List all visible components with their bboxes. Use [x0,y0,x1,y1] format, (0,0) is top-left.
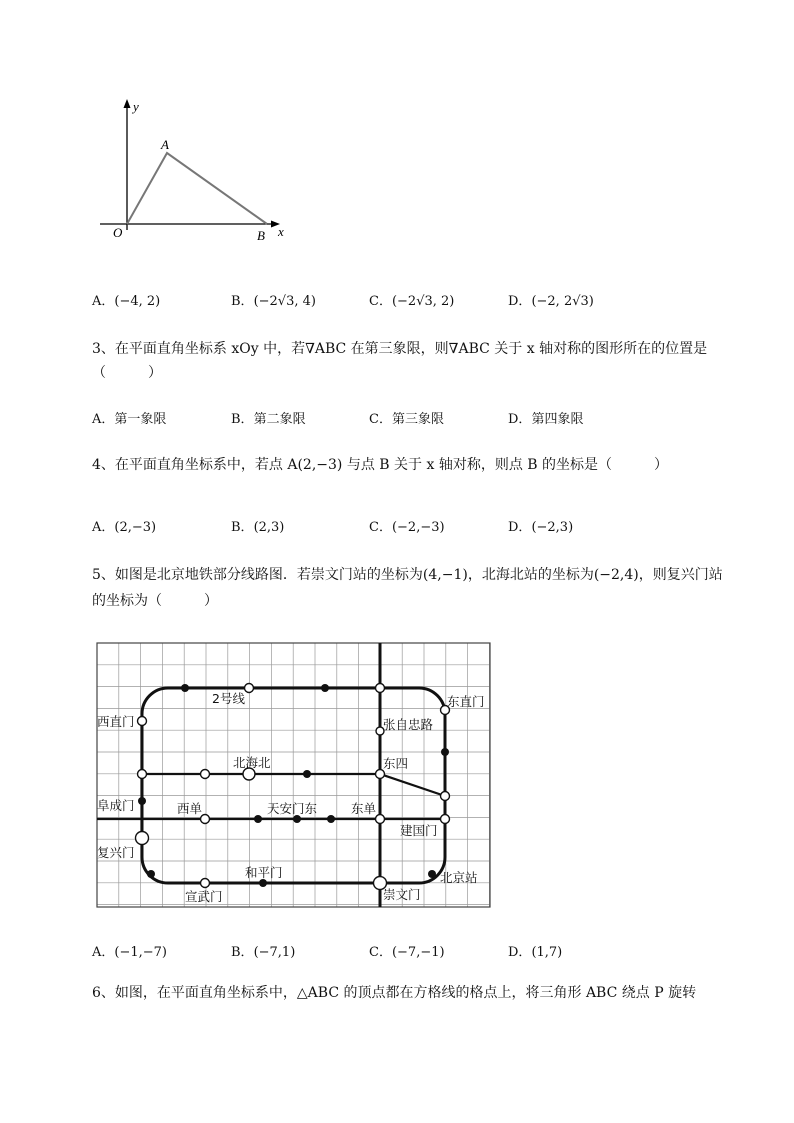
point-a-label: A [161,137,169,152]
option-letter: B． [231,412,254,427]
option-text: 第二象限 [253,412,306,427]
q4-option-c [369,516,445,535]
y-axis-arrow [124,99,131,108]
subway-map [95,641,493,911]
option-text: (2,3) [253,520,285,535]
point-b-label: B [257,228,265,243]
option-text: 第四象限 [531,412,584,427]
station-line1-a [254,815,262,823]
option-text: (−2√3, 2) [391,294,455,309]
q3-stem-blank: （ ） [92,365,162,381]
option-letter: C． [369,412,392,427]
station-xizhimen [138,717,147,726]
station-xuanwumen [201,879,210,888]
q5-option-b [231,941,295,960]
station-dongdan [376,815,385,824]
option-text: (−4, 2) [114,294,161,309]
triangle-oab [127,153,267,224]
station-jianguomen [441,815,450,824]
option-letter: B． [231,945,254,960]
station-top-mid [245,684,254,693]
line-6-east [380,774,445,796]
station-bottom-left [147,870,155,878]
option-letter: C． [369,945,392,960]
q5-stem: 5、如图是北京地铁部分线路图．若崇文门站的坐标为(4,−1)，北海北站的坐标为(−2,4)，则复兴门站 [92,567,723,583]
station-line6-b [201,770,210,779]
q3-option-a [92,408,166,427]
option-letter: D． [508,294,532,309]
q5-option-d [508,941,562,960]
label-fuxingmen: 复兴门 [97,845,135,860]
option-text: (−2,−3) [391,520,445,535]
origin-label: O [113,225,123,240]
q4-stem: 4、在平面直角坐标系中，若点 A(2,−3) 与点 B 关于 x 轴对称，则点 B 的坐标是（ ） [92,457,669,473]
x-axis-label: x [278,224,284,239]
station-east-dot [441,748,449,756]
option-letter: B． [231,520,254,535]
q4-option-a [92,516,156,535]
label-fuchengmen: 阜成门 [97,798,135,813]
label-zhangzizhonglu: 张自忠路 [383,717,434,732]
station-beijingzhan [428,870,436,878]
option-letter: D． [508,412,532,427]
q5-stem-cont: 的坐标为（ ） [92,593,218,609]
q3-option-c [369,408,444,427]
option-text: 第三象限 [391,412,444,427]
label-line2: 2号线 [212,691,245,706]
label-beihaibei: 北海北 [233,755,271,770]
label-hepingmen: 和平门 [245,865,283,880]
station-wangfujing [327,815,335,823]
option-letter: A． [92,412,115,427]
q3-stem: 3、在平面直角坐标系 xOy 中，若∇ABC 在第三象限，则∇ABC 关于 x 轴对称的图形所在的位置是 [92,341,708,357]
station-hepingmen [259,879,267,887]
label-tiananmendong: 天安门东 [267,801,318,816]
label-chongwenmen: 崇文门 [383,887,421,902]
label-xizhimen: 西直门 [97,714,135,729]
option-text: (−7,−1) [391,945,445,960]
q6-stem: 6、如图，在平面直角坐标系中，△ABC 的顶点都在方格线的格点上，将三角形 ABC 绕点 P 旋转 [92,985,697,1001]
option-letter: D． [508,945,532,960]
q4-option-b [231,516,284,535]
option-text: 第一象限 [114,412,167,427]
option-letter: A． [92,520,115,535]
q3-option-b [231,408,306,427]
option-text: (−7,1) [253,945,296,960]
q2-option-d [508,290,594,309]
option-text: (−1,−7) [114,945,167,960]
label-xidan: 西单 [177,801,203,816]
q5-option-a [92,941,167,960]
option-letter: D． [508,520,532,535]
station-top-right [321,684,329,692]
label-dongdan: 东单 [351,801,377,816]
y-axis-label: y [133,99,139,114]
option-text: (1,7) [531,945,563,960]
option-letter: B． [231,294,254,309]
station-line6-c [303,770,311,778]
option-letter: A． [92,945,115,960]
label-jianguomen: 建国门 [400,823,438,838]
station-fuxingmen [136,832,149,845]
label-xuanwumen: 宣武门 [185,889,223,904]
station-top-left [181,684,189,692]
label-dongsi: 东四 [383,756,409,771]
q2-option-b [231,290,316,309]
q4-option-d [508,516,573,535]
station-line6-west [138,770,147,779]
q2-option-c [369,290,454,309]
station-top-north [376,684,385,693]
station-east-line6 [441,792,450,801]
option-text: (−2,3) [531,520,574,535]
option-text: (−2, 2√3) [531,294,594,309]
q3-option-d [508,408,583,427]
q5-option-c [369,941,445,960]
station-fuchengmen [138,797,146,805]
triangle-figure [95,95,295,250]
label-dongzhimen: 东直门 [447,694,485,709]
q2-option-a [92,290,160,309]
label-beijingzhan: 北京站 [440,870,478,885]
option-letter: A． [92,294,115,309]
option-letter: C． [369,294,392,309]
option-text: (−2√3, 4) [253,294,316,309]
option-letter: C． [369,520,392,535]
station-tiananmendong [293,815,301,823]
option-text: (2,−3) [114,520,157,535]
